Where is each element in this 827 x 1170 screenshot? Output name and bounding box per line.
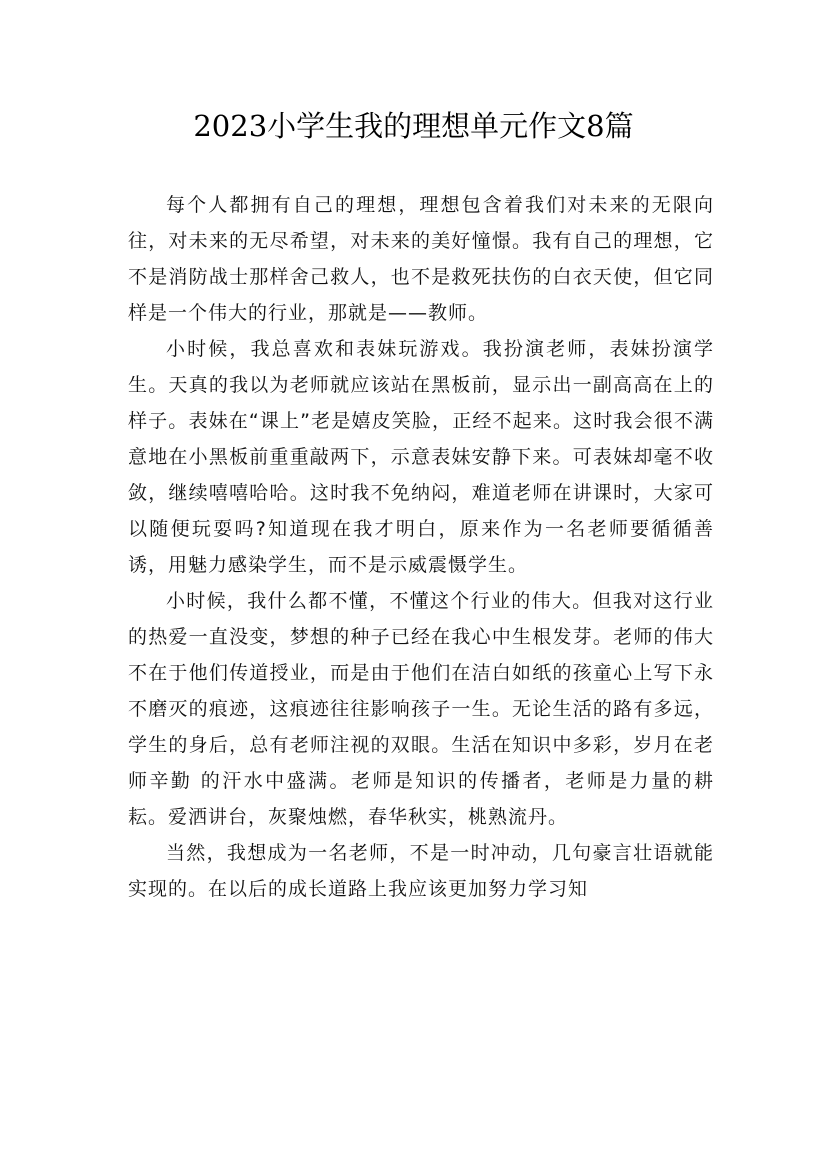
paragraph-1: 每个人都拥有自己的理想，理想包含着我们对未来的无限向往，对未来的无尽希望，对未来的美好憧憬。我有自己的理想，它不是消防战士那样舍己救人，也不是救死扶伤的白衣天使，但它同样是一个伟大的行业，那就是——教师。 [128, 194, 714, 324]
paragraph-4: 当然，我想成为一名老师，不是一时冲动，几句豪言壮语就能实现的。在以后的成长道路上我应该更加努力学习知 [128, 842, 714, 900]
document-title: 2023小学生我的理想单元作文8篇 [193, 109, 634, 143]
document-body [128, 187, 714, 907]
paragraph-2: 小时候，我总喜欢和表妹玩游戏。我扮演老师，表妹扮演学生。天真的我以为老师就应该站在黑板前，显示出一副高高在上的样子。表妹在“课上”老是嬉皮笑脸，正经不起来。这时我会很不满意地在小黑板前重重敲两下，示意表妹安静下来。可表妹却毫不收敛，继续嘻嘻哈哈。这时我不免纳闷，难道老师在讲课时，大家可以随便玩耍吗?知道现在我才明白，原来作为一名老师要循循善诱，用魅力感染学生，而不是示威震慑学生。 [128, 338, 714, 576]
paragraph-3: 小时候，我什么都不懂，不懂这个行业的伟大。但我对这行业的热爱一直没变，梦想的种子已经在我心中生根发芽。老师的伟大不在于他们传道授业，而是由于他们在洁白如纸的孩童心上写下永不磨灭的痕迹，这痕迹往往影响孩子一生。无论生活的路有多远，学生的身后，总有老师注视的双眼。生活在知识中多彩，岁月在老师辛勤 的汗水中盛满。老师是知识的传播者，老师是力量的耕耘。爱洒讲台，灰聚烛燃，春华秋实，桃熟流丹。 [128, 590, 714, 828]
